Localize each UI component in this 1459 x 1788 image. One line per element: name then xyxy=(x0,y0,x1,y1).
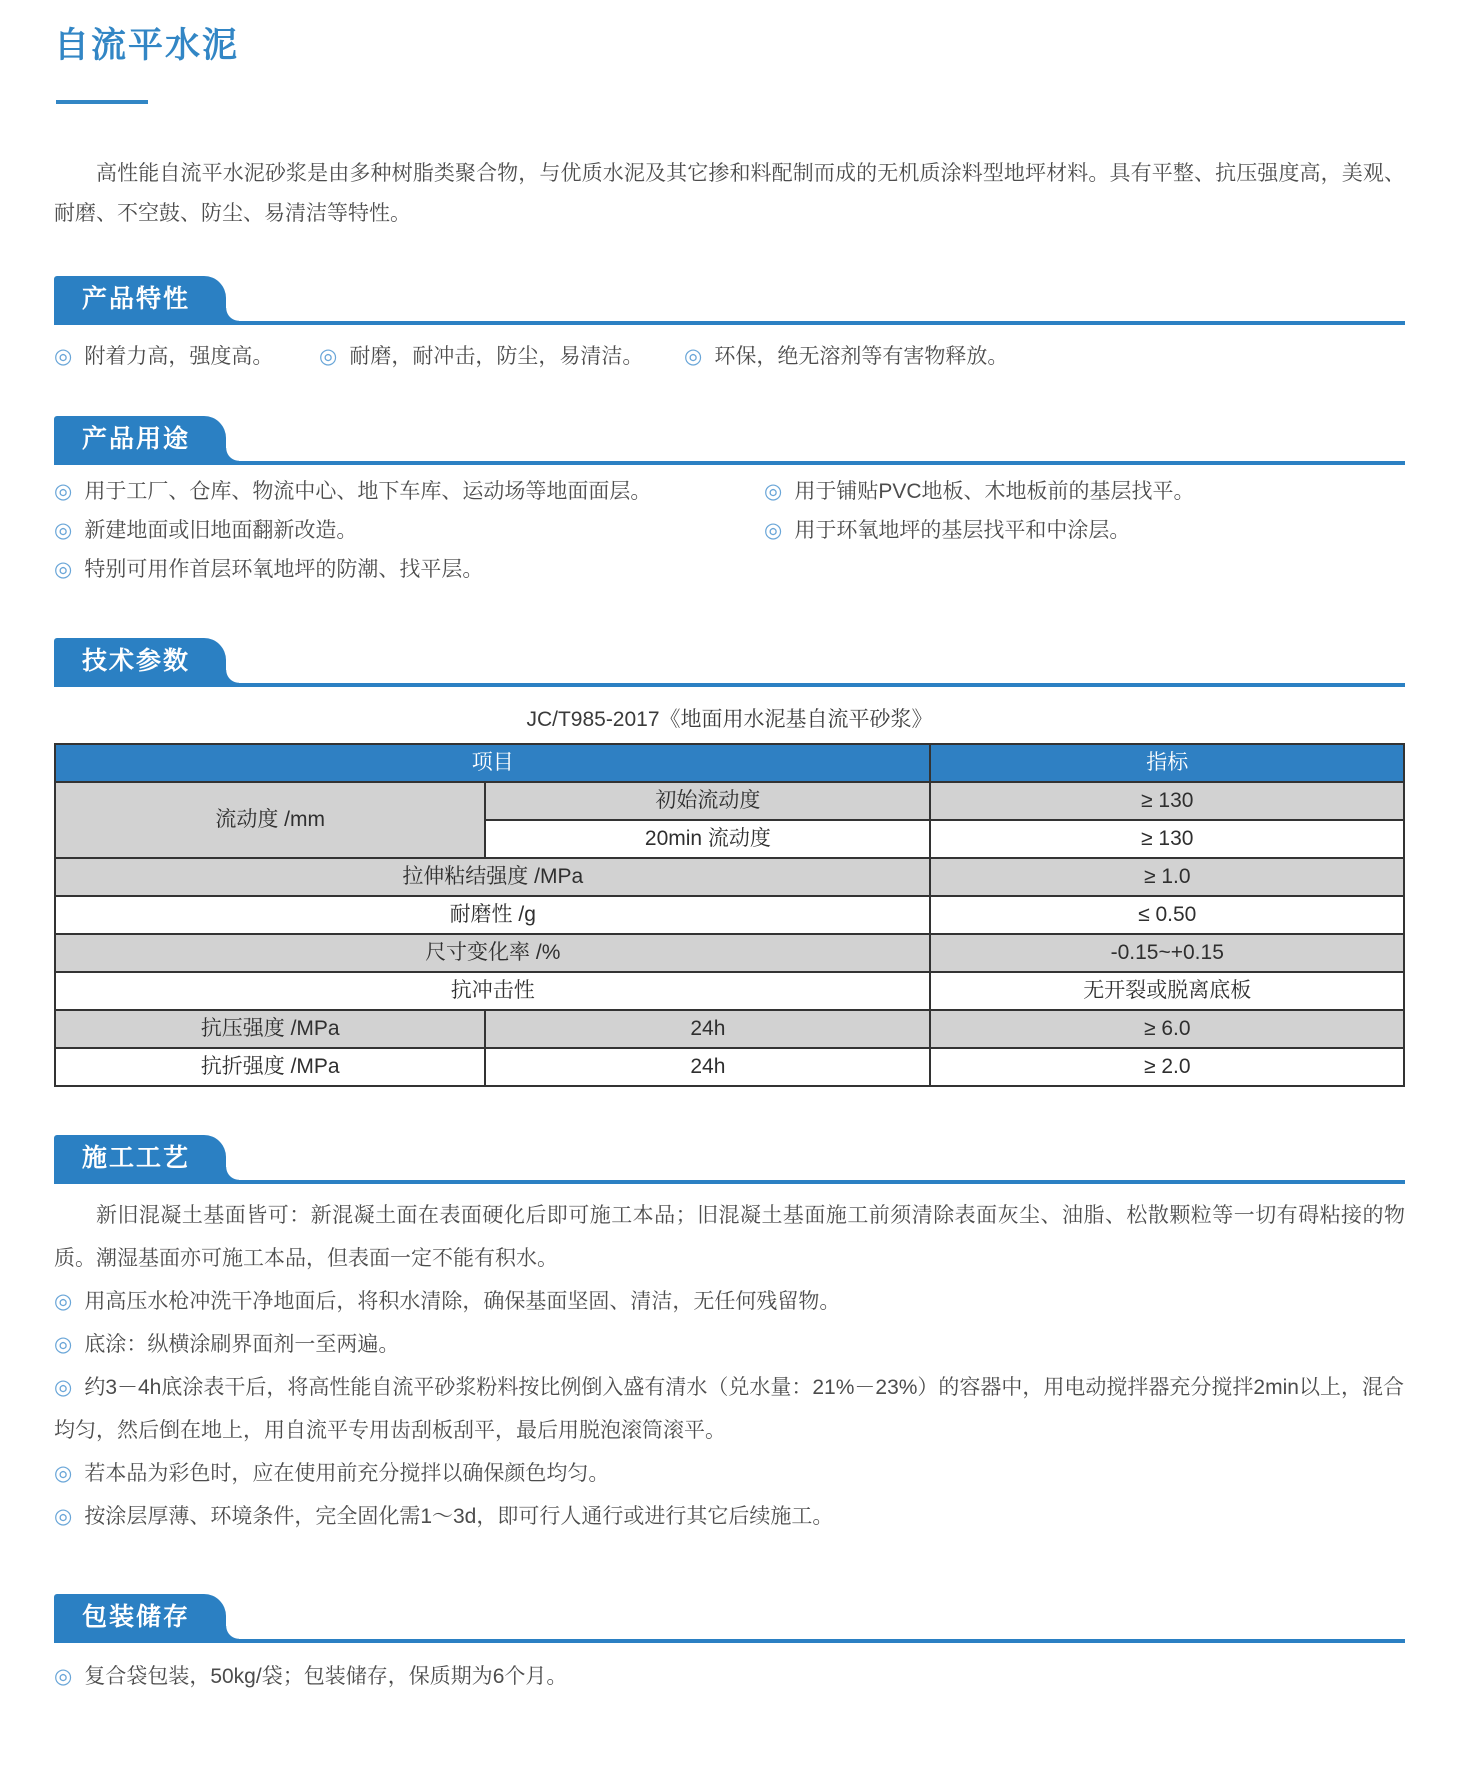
table-cell: ≥ 1.0 xyxy=(930,858,1404,896)
process-step xyxy=(54,1323,1405,1366)
feature-item xyxy=(684,340,1008,370)
intro-paragraph: 高性能自流平水泥砂浆是由多种树脂类聚合物，与优质水泥及其它掺和料配制而成的无机质涂料型地坪材料。具有平整、抗压强度高，美观、耐磨、不空鼓、防尘、易清洁等特性。 xyxy=(54,162,1405,225)
ring-bullet-icon: ◎ xyxy=(54,519,73,542)
uses-left-list xyxy=(54,477,764,594)
section-uses xyxy=(54,416,1405,594)
section-header xyxy=(54,416,1405,465)
page-title: 自流平水泥 xyxy=(54,26,240,65)
ring-bullet-icon: ◎ xyxy=(54,558,73,581)
section-header xyxy=(54,276,1405,325)
list-item-label: 用于环氧地坪的基层找平和中涂层。 xyxy=(794,519,1131,542)
table-cell: 尺寸变化率 /% xyxy=(55,934,930,972)
list-item xyxy=(764,516,1405,546)
list-item xyxy=(764,477,1405,507)
table-cell: ≥ 130 xyxy=(930,820,1404,858)
section-heading-tab: 施工工艺 xyxy=(54,1135,226,1180)
section-header xyxy=(54,1135,1405,1184)
table-cell: 初始流动度 xyxy=(485,782,930,820)
table-cell: 24h xyxy=(485,1010,930,1048)
ring-bullet-icon: ◎ xyxy=(54,1462,73,1485)
uses-lists xyxy=(54,477,1405,594)
packaging-item-label: 复合袋包装，50kg/袋；包装储存，保质期为6个月。 xyxy=(84,1665,568,1688)
ring-bullet-icon: ◎ xyxy=(764,519,783,542)
feature-item-label: 环保，绝无溶剂等有害物释放。 xyxy=(714,345,1009,368)
process-step xyxy=(54,1452,1405,1495)
table-cell: 抗压强度 /MPa xyxy=(55,1010,485,1048)
process-step-label: 按涂层厚薄、环境条件，完全固化需1～3d，即可行人通行或进行其它后续施工。 xyxy=(84,1505,834,1528)
ring-bullet-icon: ◎ xyxy=(54,345,73,368)
process-step xyxy=(54,1495,1405,1538)
table-cell: -0.15~+0.15 xyxy=(930,934,1404,972)
table-title: JC/T985-2017《地面用水泥基自流平砂浆》 xyxy=(526,708,933,731)
packaging-item xyxy=(54,1655,1405,1698)
ring-bullet-icon: ◎ xyxy=(54,1505,73,1528)
table-cell: ≥ 6.0 xyxy=(930,1010,1404,1048)
table-cell: 20min 流动度 xyxy=(485,820,930,858)
ring-bullet-icon: ◎ xyxy=(54,1376,73,1399)
table-row xyxy=(55,972,1404,1010)
section-packaging xyxy=(54,1594,1405,1698)
feature-item xyxy=(54,340,319,370)
table-cell: 耐磨性 /g xyxy=(55,896,930,934)
features-list xyxy=(54,340,1405,370)
table-row xyxy=(55,858,1404,896)
process-body xyxy=(54,1194,1405,1538)
list-item xyxy=(54,477,764,507)
packaging-body xyxy=(54,1655,1405,1698)
ring-bullet-icon: ◎ xyxy=(54,1290,73,1313)
process-step-label: 底涂：纵横涂刷界面剂一至两遍。 xyxy=(84,1333,400,1356)
title-underline xyxy=(56,100,148,104)
process-step-label: 用高压水枪冲洗干净地面后，将积水清除，确保基面坚固、清洁，无任何残留物。 xyxy=(84,1290,841,1313)
table-cell: 抗冲击性 xyxy=(55,972,930,1010)
section-tech-params xyxy=(54,638,1405,1087)
ring-bullet-icon: ◎ xyxy=(684,345,703,368)
table-header-cell-index: 指标 xyxy=(930,744,1404,782)
table-row xyxy=(55,934,1404,972)
table-cell: ≥ 130 xyxy=(930,782,1404,820)
process-step-label: 约3－4h底涂表干后，将高性能自流平砂浆粉料按比例倒入盛有清水（兑水量：21%－23%）的容器中，用电动搅拌器充分搅拌2min以上，混合均匀，然后倒在地上，用自流平专用齿刮板刮平，最后用脱泡滚筒滚平。 xyxy=(54,1376,1404,1442)
list-item-label: 用于铺贴PVC地板、木地板前的基层找平。 xyxy=(794,480,1195,503)
process-step-label: 若本品为彩色时，应在使用前充分搅拌以确保颜色均匀。 xyxy=(84,1462,610,1485)
table-cell: 抗折强度 /MPa xyxy=(55,1048,485,1086)
table-row xyxy=(55,896,1404,934)
section-heading-tab: 包装储存 xyxy=(54,1594,226,1639)
ring-bullet-icon: ◎ xyxy=(54,1665,73,1688)
table-cell: 流动度 /mm xyxy=(55,782,485,858)
section-header xyxy=(54,1594,1405,1643)
table-cell: 24h xyxy=(485,1048,930,1086)
process-step xyxy=(54,1366,1405,1452)
feature-item-label: 附着力高，强度高。 xyxy=(84,345,274,368)
process-step xyxy=(54,1280,1405,1323)
ring-bullet-icon: ◎ xyxy=(319,345,338,368)
tech-spec-table xyxy=(54,743,1405,1087)
list-item xyxy=(54,516,764,546)
ring-bullet-icon: ◎ xyxy=(54,480,73,503)
section-features xyxy=(54,276,1405,370)
list-item-label: 用于工厂、仓库、物流中心、地下车库、运动场等地面面层。 xyxy=(84,480,652,503)
table-header-cell-item: 项目 xyxy=(55,744,930,782)
section-header xyxy=(54,638,1405,687)
table-header-row xyxy=(55,744,1404,782)
section-heading-tab: 产品用途 xyxy=(54,416,226,461)
table-cell: ≥ 2.0 xyxy=(930,1048,1404,1086)
table-row xyxy=(55,1010,1404,1048)
section-process xyxy=(54,1135,1405,1538)
ring-bullet-icon: ◎ xyxy=(764,480,783,503)
list-item xyxy=(54,555,764,585)
section-heading-tab: 产品特性 xyxy=(54,276,226,321)
uses-right-list xyxy=(764,477,1405,594)
ring-bullet-icon: ◎ xyxy=(54,1333,73,1356)
list-item-label: 新建地面或旧地面翻新改造。 xyxy=(84,519,358,542)
table-cell: 无开裂或脱离底板 xyxy=(930,972,1404,1010)
feature-item-label: 耐磨，耐冲击，防尘，易清洁。 xyxy=(349,345,644,368)
table-cell: ≤ 0.50 xyxy=(930,896,1404,934)
process-intro: 新旧混凝土基面皆可：新混凝土面在表面硬化后即可施工本品；旧混凝土基面施工前须清除表面灰尘、油脂、松散颗粒等一切有碍粘接的物质。潮湿基面亦可施工本品，但表面一定不能有积水。 xyxy=(54,1204,1405,1270)
list-item-label: 特别可用作首层环氧地坪的防潮、找平层。 xyxy=(84,558,484,581)
table-cell: 拉伸粘结强度 /MPa xyxy=(55,858,930,896)
feature-item xyxy=(319,340,684,370)
table-row xyxy=(55,782,1404,820)
table-row xyxy=(55,1048,1404,1086)
section-heading-tab: 技术参数 xyxy=(54,638,226,683)
